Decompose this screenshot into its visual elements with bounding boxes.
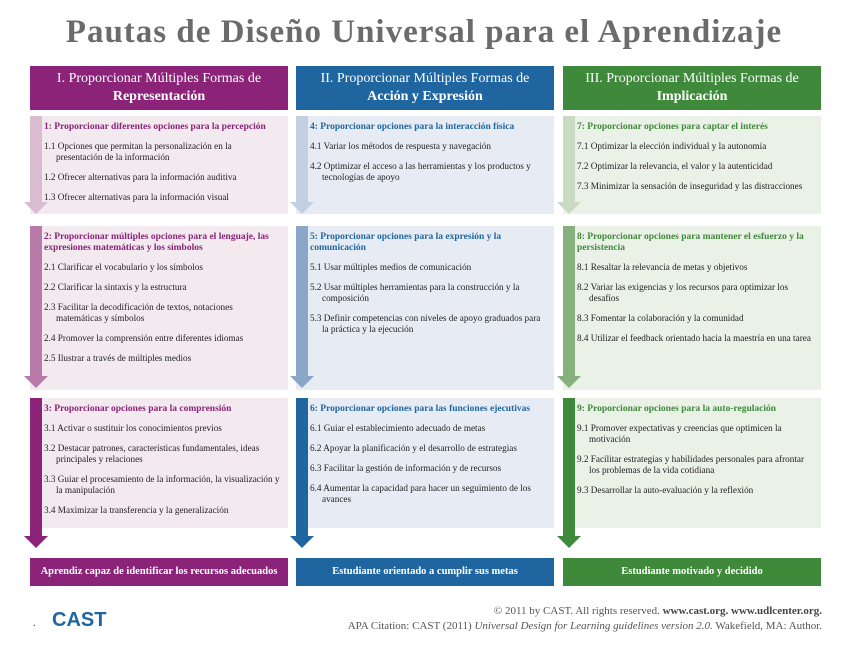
checkpoint-item: 9.2 Facilitar estrategias y habilidades personales para afrontar los problemas de la vida cotidiana	[577, 454, 805, 475]
arrow-down-icon	[290, 536, 314, 548]
checkpoint-item: 2.5 Ilustrar a través de múltiples medios	[44, 353, 192, 363]
arrow-bar	[296, 116, 308, 202]
outcome-action: Estudiante orientado a cumplir sus metas	[296, 558, 554, 586]
column-representation	[30, 66, 288, 515]
checkpoint-item: 9.3 Desarrollar la auto-evaluación y la reflexión	[577, 485, 754, 495]
checkpoint-item: 6.1 Guiar el establecimiento adecuado de metas	[310, 423, 486, 433]
guideline-group-8	[563, 226, 821, 390]
checkpoint-item: 2.3 Facilitar la decodificación de textos, notaciones matemáticas y símbolos	[44, 302, 233, 323]
arrow-down-icon	[557, 376, 581, 388]
guideline-group-3	[30, 398, 288, 528]
checkpoint-item: 8.3 Fomentar la colaboración y la comunidad	[577, 313, 744, 323]
group-heading: 2: Proporcionar múltiples opciones para el lenguaje, las expresiones matemáticas y los símbolos	[44, 232, 269, 253]
column-action-expression	[296, 66, 554, 504]
guideline-group-5	[296, 226, 554, 390]
copyright-text: © 2011 by CAST. All rights reserved.	[493, 605, 660, 617]
arrow-bar	[563, 226, 575, 376]
header-line2: Implicación	[656, 89, 728, 104]
dot-mark: .	[33, 618, 36, 629]
column-header-engagement	[563, 66, 821, 110]
cast-logo: CAST	[52, 609, 107, 631]
checkpoint-item: 7.1 Optimizar la elección individual y la autonomía	[577, 141, 767, 151]
arrow-down-icon	[24, 376, 48, 388]
checkpoint-item: 8.1 Resaltar la relevancia de metas y objetivos	[577, 262, 748, 272]
copyright-block	[348, 604, 822, 634]
column-header-action	[296, 66, 554, 110]
header-line1: II. Proporcionar Múltiples Formas de	[320, 71, 530, 86]
group-heading: 1: Proporcionar diferentes opciones para la percepción	[44, 122, 266, 132]
checkpoint-item: 3.1 Activar o sustituir los conocimientos previos	[44, 423, 222, 433]
arrow-down-icon	[557, 202, 581, 214]
guideline-group-2	[30, 226, 288, 390]
arrow-down-icon	[557, 536, 581, 548]
checkpoint-item: 5.3 Definir competencias con niveles de apoyo graduados para la práctica y la ejecución	[310, 313, 541, 334]
citation-title: Universal Design for Learning guidelines version 2.0.	[474, 620, 713, 632]
checkpoint-item: 2.2 Clarificar la sintaxis y la estructura	[44, 282, 187, 292]
group-heading: 4: Proporcionar opciones para la interacción física	[310, 122, 515, 132]
checkpoint-item: 1.1 Opciones que permitan la personalización en la presentación de la información	[44, 141, 232, 162]
header-line1: III. Proporcionar Múltiples Formas de	[585, 71, 799, 86]
page-title: Pautas de Diseño Universal para el Aprendizaje	[65, 14, 783, 50]
arrow-bar	[30, 226, 42, 376]
column-header-representation	[30, 66, 288, 110]
checkpoint-item: 5.2 Usar múltiples herramientas para la construcción y la composición	[310, 282, 520, 303]
checkpoint-item: 4.2 Optimizar el acceso a las herramientas y los productos y tecnologías de apoyo	[310, 161, 531, 182]
checkpoint-item: 2.4 Promover la comprensión entre diferentes idiomas	[44, 333, 244, 343]
column-engagement	[563, 66, 821, 495]
checkpoint-item: 5.1 Usar múltiples medios de comunicación	[310, 262, 472, 272]
citation-line	[348, 619, 822, 634]
arrow-down-icon	[290, 202, 314, 214]
checkpoint-item: 3.4 Maximizar la transferencia y la generalización	[44, 505, 229, 515]
guideline-group-6	[296, 398, 554, 528]
guideline-group-4	[296, 116, 554, 214]
arrow-bar	[563, 398, 575, 536]
checkpoint-item: 1.3 Ofrecer alternativas para la información visual	[44, 192, 229, 202]
group-heading: 5: Proporcionar opciones para la expresión y la comunicación	[310, 232, 502, 253]
citation-suffix: Wakefield, MA: Author.	[715, 620, 822, 632]
copyright-line	[348, 604, 822, 619]
guideline-group-7	[563, 116, 821, 214]
group-heading: 8: Proporcionar opciones para mantener el esfuerzo y la persistencia	[577, 232, 804, 253]
header-line2: Representación	[112, 89, 206, 104]
arrow-bar	[296, 226, 308, 376]
arrow-down-icon	[24, 536, 48, 548]
outcome-representation: Aprendiz capaz de identificar los recursos adecuados	[30, 558, 288, 586]
arrow-bar	[296, 398, 308, 536]
outcome-engagement: Estudiante motivado y decidido	[563, 558, 821, 586]
checkpoint-item: 8.2 Variar las exigencias y los recursos para optimizar los desafíos	[577, 282, 789, 303]
copyright-urls[interactable]: www.cast.org. www.udlcenter.org.	[662, 605, 822, 617]
guideline-group-1	[30, 116, 288, 214]
checkpoint-item: 8.4 Utilizar el feedback orientado hacia la maestría en una tarea	[577, 333, 811, 343]
group-heading: 7: Proporcionar opciones para captar el interés	[577, 122, 768, 132]
group-heading: 9: Proporcionar opciones para la auto-regulación	[577, 404, 777, 414]
checkpoint-item: 1.2 Ofrecer alternativas para la información auditiva	[44, 172, 237, 182]
checkpoint-item: 4.1 Variar los métodos de respuesta y navegación	[310, 141, 491, 151]
checkpoint-item: 9.1 Promover expectativas y creencias que optimicen la motivación	[577, 423, 782, 444]
checkpoint-item: 6.3 Facilitar la gestión de información y de recursos	[310, 463, 502, 473]
checkpoint-item: 7.2 Optimizar la relevancia, el valor y la autenticidad	[577, 161, 773, 171]
citation-prefix: APA Citation: CAST (2011)	[347, 620, 472, 632]
group-heading: 6: Proporcionar opciones para las funciones ejecutivas	[310, 404, 531, 414]
checkpoint-item: 6.2 Apoyar la planificación y el desarrollo de estrategias	[310, 443, 517, 453]
arrow-down-icon	[24, 202, 48, 214]
checkpoint-item: 7.3 Minimizar la sensación de inseguridad y las distracciones	[577, 181, 803, 191]
checkpoint-item: 2.1 Clarificar el vocabulario y los símbolos	[44, 262, 203, 272]
header-line1: I. Proporcionar Múltiples Formas de	[56, 71, 262, 86]
arrow-down-icon	[290, 376, 314, 388]
guideline-group-9	[563, 398, 821, 528]
arrow-bar	[30, 116, 42, 202]
checkpoint-item: 3.3 Guiar el procesamiento de la información, la visualización y la manipulación	[44, 474, 280, 495]
header-line2: Acción y Expresión	[367, 89, 483, 104]
checkpoint-item: 6.4 Aumentar la capacidad para hacer un seguimiento de los avances	[310, 483, 531, 504]
checkpoint-item: 3.2 Destacar patrones, características fundamentales, ideas principales y relaciones	[44, 443, 260, 464]
arrow-bar	[30, 398, 42, 536]
arrow-bar	[563, 116, 575, 202]
group-heading: 3: Proporcionar opciones para la comprensión	[44, 404, 232, 414]
